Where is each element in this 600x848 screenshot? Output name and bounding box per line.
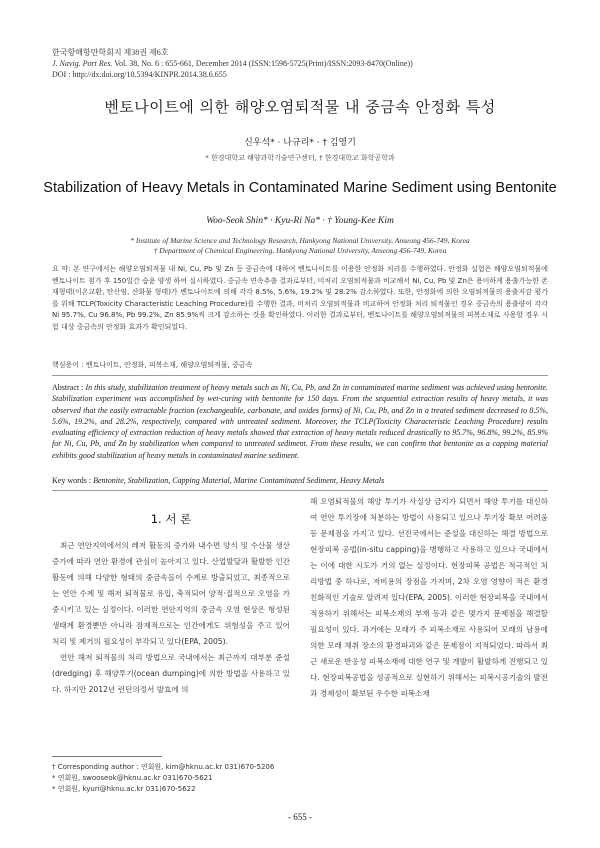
title-korean: 벤토나이트에 의한 해양오염퇴적물 내 중금속 안정화 특성	[104, 98, 496, 116]
abstract-english-text: In this study, stabilization treatment of heavy metals such as Ni, Cu, Pb, and Zn in contaminated marine sediment was achieved using bentonite. Stabilization experiment was accomplished by wet-curing with bentonite for 150 days. From the sequential extraction results of heavy metals, it was observed that the easily extractable fraction (exchangeable, carbonate, and oxides forms) of Ni, Cu, Pb, and Zn in a treated sediment decreased to 8.5%, 5.6%, 19.2%, and 28.2%, respectively, compared with untreated sediment. Moreover, the TCLP(Toxicity Characteristic Leaching Procedure) results evaluating efficiency of extraction reduction of heavy metals showed that extraction of heavy metals reduced drastically to 95.7%, 96.8%, 99.2%, 85.9% for Ni, Cu, Pb, and Zn by stabilization when compared to untreated sediment. From these results, we can confirm that bentonite as a capping material exhibits good stabilization of heavy metals in contaminated marine sediment.	[52, 383, 548, 460]
footnote-corresponding: † Corresponding author : 연회원, kim@hknu.ac.kr 031)670-5206	[52, 763, 275, 771]
body-paragraph: 연안 해저 퇴적물의 처리 방법으로 국내에서는 최근까지 대부분 준설(dredging) 후 해양투기(ocean dumping)에 의한 방법을 사용하고 있다. 하지만 2012년 런던의정서 발효에 의	[52, 653, 290, 694]
affiliation-korean: * 한경대학교 해양과학기술연구센터, † 한경대학교 화학공학과	[205, 154, 395, 162]
left-column	[52, 538, 290, 698]
abstract-korean-label: 요 약:	[52, 265, 73, 273]
abstract-english	[52, 382, 548, 461]
body-paragraph: 해 오염퇴적물의 해양 투기가 사실상 금지가 되면서 해양 투기를 대신하여 연안 투기장에 처분하는 방법이 사용되고 있으나 투기장 확보 어려움 등 문제점을 가지고 있다. 선진국에서는 준설을 대신하는 해결 방법으로 현장피복 공법(in-situ capping)을 병행하고 사용하고 있으나 국내에서는 이에 대한 시도가 거의 없는 실정이다. 현장피복 공법은 적극적인 처리방법 중 하나로, 저비용의 장점을 가지며, 2차 오염 영향이 적은 환경친화적인 기술로 알려져 있다(EPA, 2005). 이러한 현장피복을 국내에서 적용하기 위해서는 피복소재의 부재 등과 같은 몇가지 문제점을 해결할 필요성이 있다. 과거에는 모래가 주 피복소재로 사용되어 모래의 남용에 의한 모래 채취 장소의 환경파괴와 같은 문제점이 지적되었다. 따라서 최근 새로운 반응성 피복소재에 대한 연구 및 개발이 활발하게 진행되고 있다. 현장피복공법을 성공적으로 실현하기 위해서는 피복시공기술의 발전과 경제성이 확보된 우수한 피복소재	[310, 497, 548, 698]
page-number: - 655 -	[288, 812, 312, 822]
body-paragraph: 최근 연안지역에서의 레저 활동의 증가와 내수면 양식 및 수산물 생산 증가에 따라 연안 환경에 관심이 높아지고 있다. 산업발달과 활발한 인간 활동에 의해 다양한 형태의 중금속들이 수계로 방출되었고, 최종적으로는 연안 수계 및 해저 퇴적물로 유입, 축적되어 양적·질적으로 오염을 가중시키고 있는 실정이다. 이러한 연안지역의 중금속 오염 현상은 형성된 생태계 환경뿐만 아니라 잠재적으로는 인간에게도 위험성을 주고 있어 처리 및 제거의 필요성이 부각되고 있다(EPA, 2005).	[52, 541, 290, 646]
footnote-author: * 연회원, kyuri@hknu.ac.kr 031)670-5622	[52, 785, 196, 793]
journal-name-ko: 한국항해항만학회지 제38권 제6호	[52, 48, 169, 57]
affiliation-english-1: * Institute of Marine Science and Technology Research, Hankyong National University, Anseong 456-749, Korea	[130, 236, 470, 245]
affiliation-english-2: † Department of Chemical Engineering, Hankyong National University, Anseong 456-749, Korea	[153, 246, 447, 255]
authors-english: Woo-Seok Shin* · Kyu-Ri Na* · † Young-Kee Kim	[206, 216, 394, 226]
footnote-author: * 연회원, swooseok@hknu.ac.kr 031)670-5621	[52, 774, 213, 782]
journal-abbrev: J. Navig. Port Res.	[52, 59, 113, 68]
authors-korean: 신우석* · 나규리* · † 김영기	[244, 138, 356, 148]
title-english: Stabilization of Heavy Metals in Contaminated Marine Sediment using Bentonite	[43, 180, 557, 196]
keywords-korean: 핵심용어 : 벤토나이트, 안정화, 피복소재, 해양오염퇴적물, 중금속	[52, 361, 253, 369]
citation-details: Vol. 38, No. 6 : 655-661, December 2014 (ISSN:1598-5725(Print)/ISSN:2093-8470(Online))	[112, 59, 413, 68]
abstract-english-label: Abstract :	[52, 383, 86, 392]
divider	[52, 490, 548, 491]
citation-line	[52, 58, 413, 69]
keywords-english-values: Bentonite, Stabilization, Capping Material, Marine Contaminated Sediment, Heavy Metals	[93, 476, 385, 485]
divider	[52, 375, 548, 376]
footnote-rule	[52, 756, 162, 757]
section-heading: 1. 서 론	[150, 512, 192, 526]
doi-line[interactable]: DOI : http://dx.doi.org/10.5394/KINPR.2014.38.6.655	[52, 70, 227, 79]
right-column	[310, 494, 548, 702]
keywords-english-label: Key words :	[52, 476, 94, 485]
abstract-korean	[52, 264, 548, 334]
footnotes	[52, 762, 274, 795]
keywords-english	[52, 476, 548, 485]
abstract-korean-text: 본 연구에서는 해양오염퇴적물 내 Ni, Cu, Pb 및 Zn 등 중금속에 대하여 벤토나이트를 이용한 안정화 처리를 수행하였다. 안정화 실험은 해양오염퇴적물에 벤토나이트 첨가 후 150일간 습윤 양생 하여 실시하였다. 중금속 연속추출 결과로부터, 미처리 오염퇴적물과 비교해서 Ni, Cu, Pb 및 Zn은 용이하게 용출가능한 존재형태(이온교환, 탄산염, 산화물 형태)가 벤토나이트에 의해 각각 8.5%, 5.6%, 19.2% 및 28.2% 감소하였다. 또한, 안정화에 의한 오염퇴적물의 용출저감 평가를 위해 TCLP(Toxicity Characteristic Leaching Procedure)를 수행한 결과, 미처리 오염퇴적물과 비교하여 안정화 처리 퇴적물인 경우 중금속의 용출량이 각각 Ni 95.7%, Cu 96.8%, Pb 99.2%, Zn 85.9%씩 크게 감소하는 것을 확인하였다. 이러한 결과로부터, 벤토나이트를 해양오염퇴적물의 피복소재로 사용할 경우 시험 대상 중금속의 안정화 효과가 확인되었다.	[52, 265, 548, 331]
